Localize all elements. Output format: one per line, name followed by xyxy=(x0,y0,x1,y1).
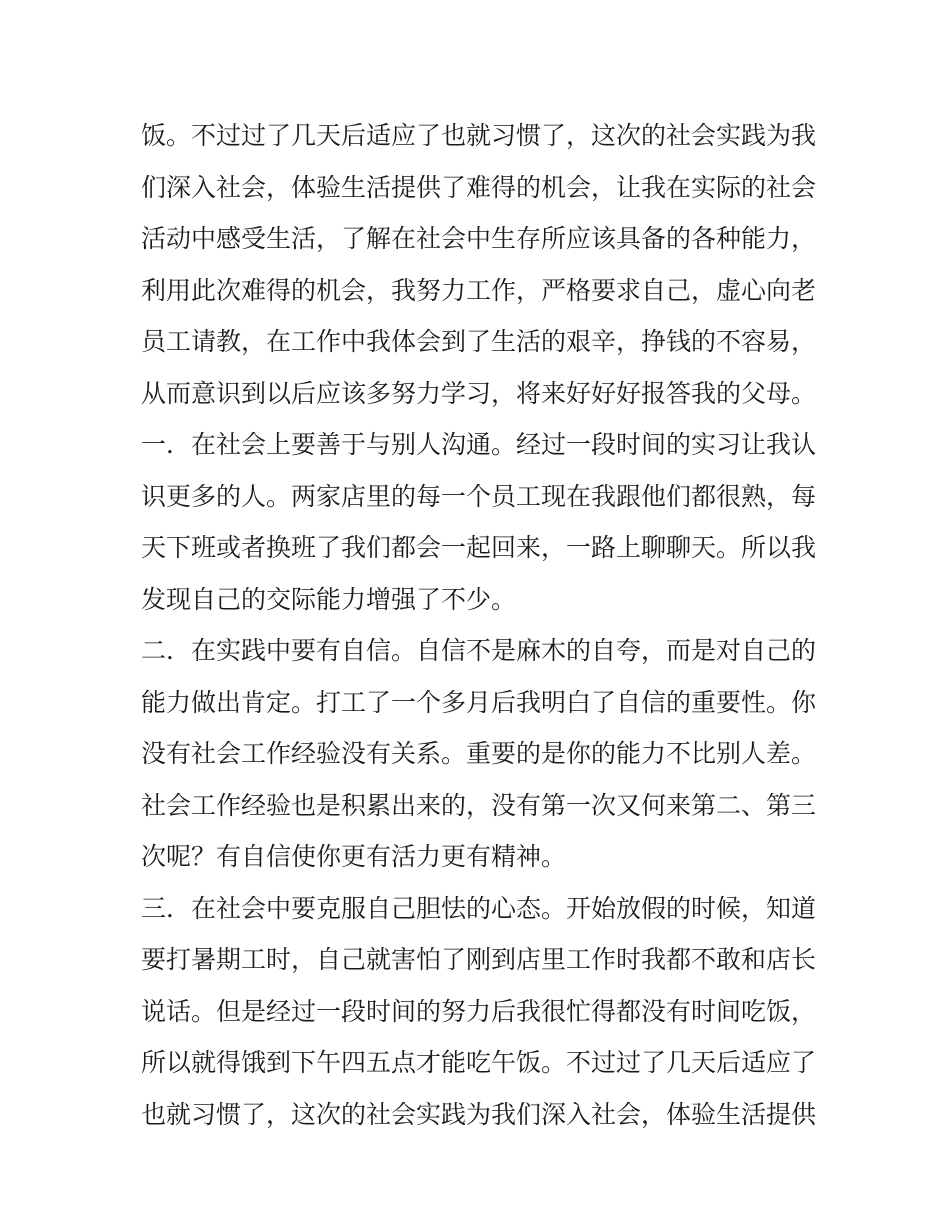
text-line: 活动中感受生活，了解在社会中生存所应该具备的各种能力， xyxy=(141,224,817,253)
text-line: 识更多的人。两家店里的每一个员工现在我跟他们都很熟，每 xyxy=(141,481,817,511)
text-line: 发现自己的交际能力增强了不少。 xyxy=(141,584,517,614)
text-line: 没有社会工作经验没有关系。重要的是你的能力不比别人差。 xyxy=(141,739,817,768)
text-line: 利用此次难得的机会，我努力工作，严格要求自己，虚心向老 xyxy=(141,275,817,305)
text-line: 次呢？有自信使你更有活力更有精神。 xyxy=(141,842,567,871)
text-line: 要打暑期工时，自己就害怕了刚到店里工作时我都不敢和店长 xyxy=(141,945,817,974)
text-line: 也就习惯了，这次的社会实践为我们深入社会，体验生活提供 xyxy=(141,1099,817,1129)
text-line: 所以就得饿到下午四五点才能吃午饭。不过过了几天后适应了 xyxy=(141,1048,817,1077)
text-line: 从而意识到以后应该多努力学习，将来好好好报答我的父母。 xyxy=(141,378,817,408)
text-line: 说话。但是经过一段时间的努力后我很忙得都没有时间吃饭， xyxy=(141,996,817,1026)
text-line: 社会工作经验也是积累出来的，没有第一次又何来第二、第三 xyxy=(141,790,817,820)
text-line: 饭。不过过了几天后适应了也就习惯了，这次的社会实践为我 xyxy=(141,121,817,150)
text-line: 能力做出肯定。打工了一个多月后我明白了自信的重要性。你 xyxy=(141,687,817,717)
body-text xyxy=(141,110,821,1140)
text-line: 三．在社会中要克服自己胆怯的心态。开始放假的时候，知道 xyxy=(141,893,817,923)
text-line: 一．在社会上要善于与别人沟通。经过一段时间的实习让我认 xyxy=(141,430,817,459)
text-line: 二．在实践中要有自信。自信不是麻木的自夸，而是对自己的 xyxy=(141,636,817,665)
text-line: 天下班或者换班了我们都会一起回来，一路上聊聊天。所以我 xyxy=(141,533,817,562)
text-line: 们深入社会，体验生活提供了难得的机会，让我在实际的社会 xyxy=(141,172,817,202)
text-line: 员工请教，在工作中我体会到了生活的艰辛，挣钱的不容易， xyxy=(141,327,817,356)
